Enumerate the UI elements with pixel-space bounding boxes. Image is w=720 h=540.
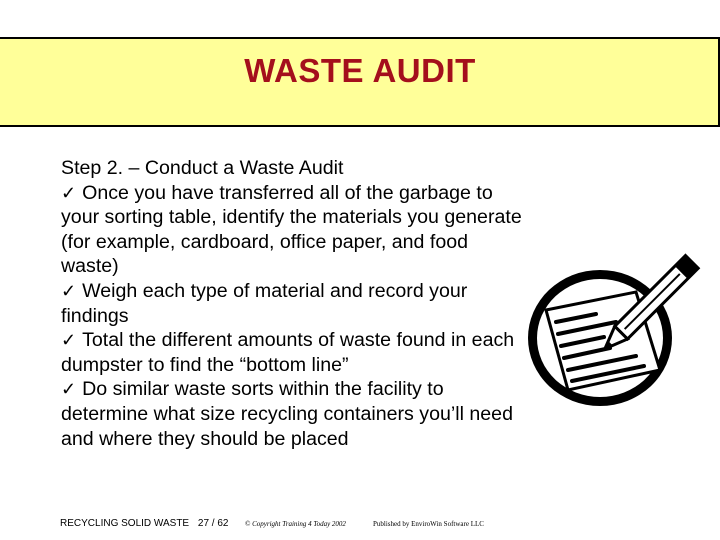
checkmark-icon: ✓ [61, 379, 77, 400]
footer-page-number: 27 / 62 [197, 518, 229, 529]
bullet-item [61, 181, 531, 279]
bullet-item [61, 377, 531, 451]
checkmark-icon: ✓ [61, 280, 77, 301]
bullet-item [61, 279, 531, 328]
bullet-text: Once you have transferred all of the garbage to your sorting table, identify the materials you generate (for example, cardboard, office paper, and food waste) [61, 181, 522, 278]
checkmark-icon: ✓ [61, 182, 77, 203]
footer-copyright: © Copyright Training 4 Today 2002 [245, 520, 346, 528]
bullet-text: Weigh each type of material and record your findings [61, 279, 468, 327]
bullet-text: Total the different amounts of waste found in each dumpster to find the “bottom line” [61, 329, 515, 376]
bullet-item [61, 328, 531, 377]
checkmark-icon: ✓ [61, 330, 77, 351]
footer-publisher: Published by EnviroWin Software LLC [373, 520, 484, 528]
slide-title: WASTE AUDIT [244, 52, 476, 89]
step-heading: Step 2. – Conduct a Waste Audit [61, 157, 344, 179]
footer-course-name: RECYCLING SOLID WASTE [60, 518, 190, 529]
notepad-pencil-icon [518, 250, 718, 420]
bullet-text: Do similar waste sorts within the facility to determine what size recycling containers you’ll need and where they should be placed [61, 378, 513, 450]
footer-course [60, 518, 228, 529]
slide-body [61, 156, 531, 451]
